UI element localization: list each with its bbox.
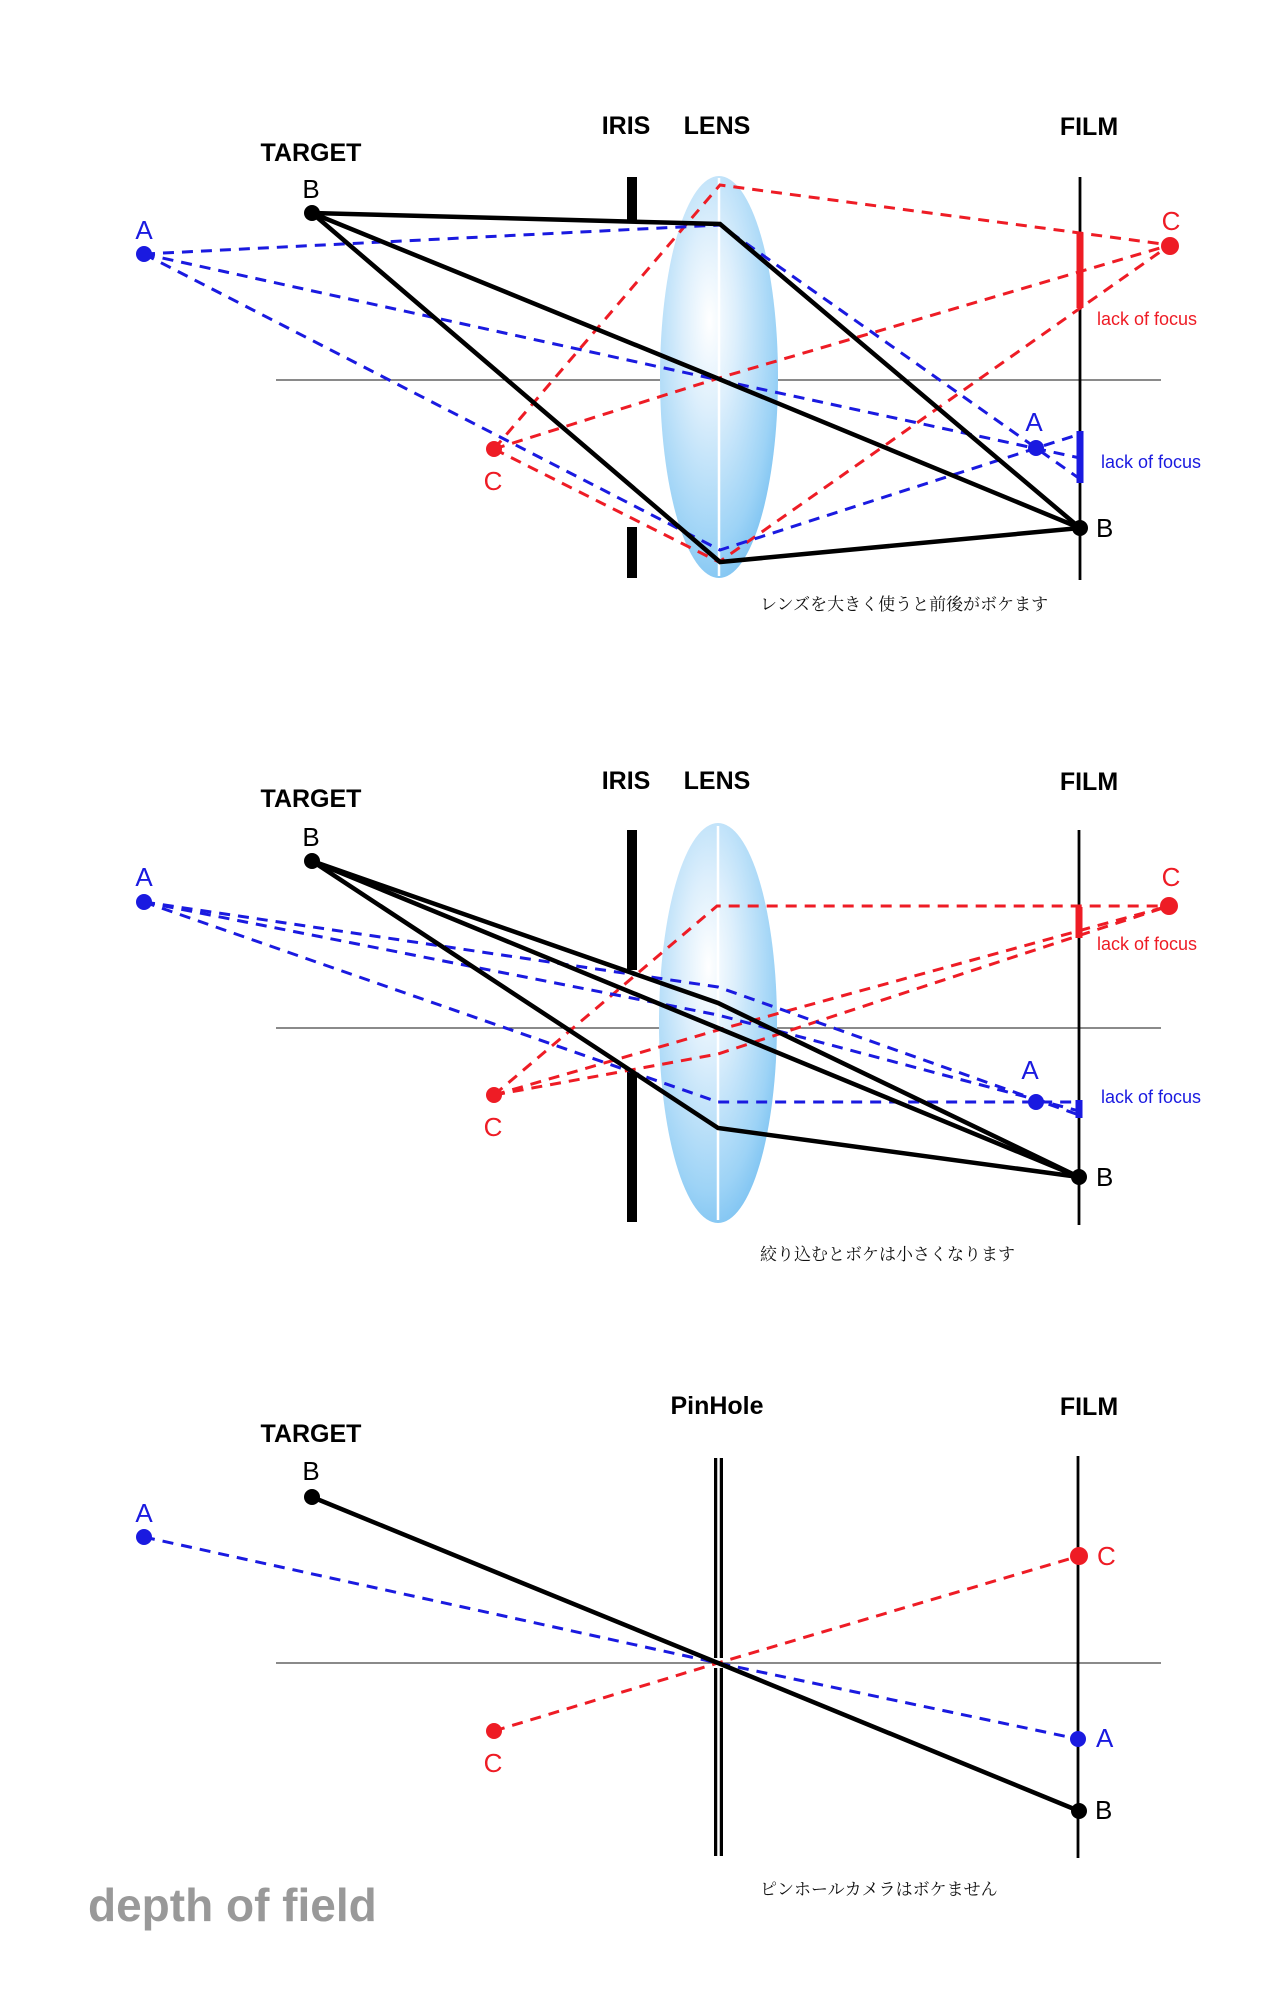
label-c-object: C — [483, 1112, 503, 1142]
label-c-image: C — [1161, 862, 1181, 892]
label-c-image: C — [1097, 1541, 1116, 1571]
target-label: TARGET — [260, 1420, 362, 1448]
label-b-object: B — [302, 1456, 320, 1486]
label-b-object: B — [302, 174, 320, 204]
blur-bar-a — [1076, 1100, 1083, 1118]
label-a-image: A — [1025, 407, 1043, 437]
ray-a-top — [144, 225, 1080, 479]
iris-blade-bottom — [627, 1072, 637, 1222]
point-b-object — [304, 1489, 320, 1505]
point-a-object — [136, 894, 152, 910]
iris-label: IRIS — [601, 112, 651, 140]
point-b-image — [1072, 520, 1088, 536]
ray-b — [312, 1497, 1079, 1811]
ray-a-chief — [144, 254, 1080, 458]
point-c-image — [1160, 897, 1178, 915]
ray-a-bottom — [144, 254, 1080, 550]
lens-label: LENS — [683, 767, 751, 795]
point-b-image — [1071, 1803, 1087, 1819]
blur-bar-c — [1076, 907, 1083, 938]
point-a-image — [1028, 440, 1044, 456]
label-b-image: B — [1096, 1162, 1114, 1192]
label-a-object: A — [135, 1498, 153, 1528]
label-b-image: B — [1095, 1795, 1113, 1825]
caption-large-aperture: レンズを大きく使うと前後がボケます — [760, 595, 1049, 614]
point-a-image — [1028, 1094, 1044, 1110]
blur-bar-a — [1077, 431, 1084, 483]
point-b-object — [304, 205, 320, 221]
film-label: FILM — [1059, 768, 1119, 796]
caption-pinhole: ピンホールカメラはボケません — [760, 1880, 998, 1899]
label-c-object: C — [483, 1748, 503, 1778]
point-c-image — [1070, 1547, 1088, 1565]
film-label: FILM — [1059, 113, 1119, 141]
target-label: TARGET — [260, 785, 362, 813]
page-title: depth of field — [88, 1879, 377, 1931]
caption-stopped-down: 絞り込むとボケは小さくなります — [760, 1245, 1015, 1264]
diagram-large-aperture — [135, 112, 1201, 614]
point-b-object — [304, 853, 320, 869]
iris-label: IRIS — [601, 767, 651, 795]
point-a-object — [136, 1529, 152, 1545]
pinhole-label: PinHole — [670, 1392, 764, 1420]
iris-blade-top — [627, 830, 637, 970]
label-a-object: A — [135, 215, 153, 245]
ray-a — [144, 1537, 1078, 1739]
label-c-image: C — [1161, 206, 1181, 236]
label-c-object: C — [483, 466, 503, 496]
iris-blade-bottom — [627, 527, 637, 578]
ray-c-chief — [494, 245, 1170, 449]
point-c-object — [486, 1087, 502, 1103]
target-label: TARGET — [260, 139, 362, 167]
lack-of-focus-c: lack of focus — [1097, 309, 1198, 329]
point-c-object — [486, 441, 502, 457]
iris-blade-top — [627, 177, 637, 222]
point-a-image — [1070, 1731, 1086, 1747]
point-c-image — [1161, 237, 1179, 255]
blur-bar-c — [1077, 233, 1084, 308]
label-b-object: B — [302, 822, 320, 852]
lack-of-focus-c: lack of focus — [1097, 934, 1198, 954]
ray-a-chief — [144, 902, 1079, 1111]
point-b-image — [1071, 1169, 1087, 1185]
diagram-pinhole — [135, 1392, 1161, 1899]
point-c-object — [486, 1723, 502, 1739]
diagram-stopped-down — [135, 767, 1201, 1264]
label-a-image: A — [1096, 1723, 1114, 1753]
point-a-object — [136, 246, 152, 262]
ray-a-top — [144, 902, 1079, 1115]
film-label: FILM — [1059, 1393, 1119, 1421]
ray-c-chief — [494, 906, 1169, 1095]
label-a-object: A — [135, 862, 153, 892]
lack-of-focus-a: lack of focus — [1101, 1087, 1202, 1107]
label-b-image: B — [1096, 513, 1114, 543]
lens-label: LENS — [683, 112, 751, 140]
ray-c — [494, 1556, 1079, 1731]
lack-of-focus-a: lack of focus — [1101, 452, 1202, 472]
label-a-image: A — [1021, 1055, 1039, 1085]
